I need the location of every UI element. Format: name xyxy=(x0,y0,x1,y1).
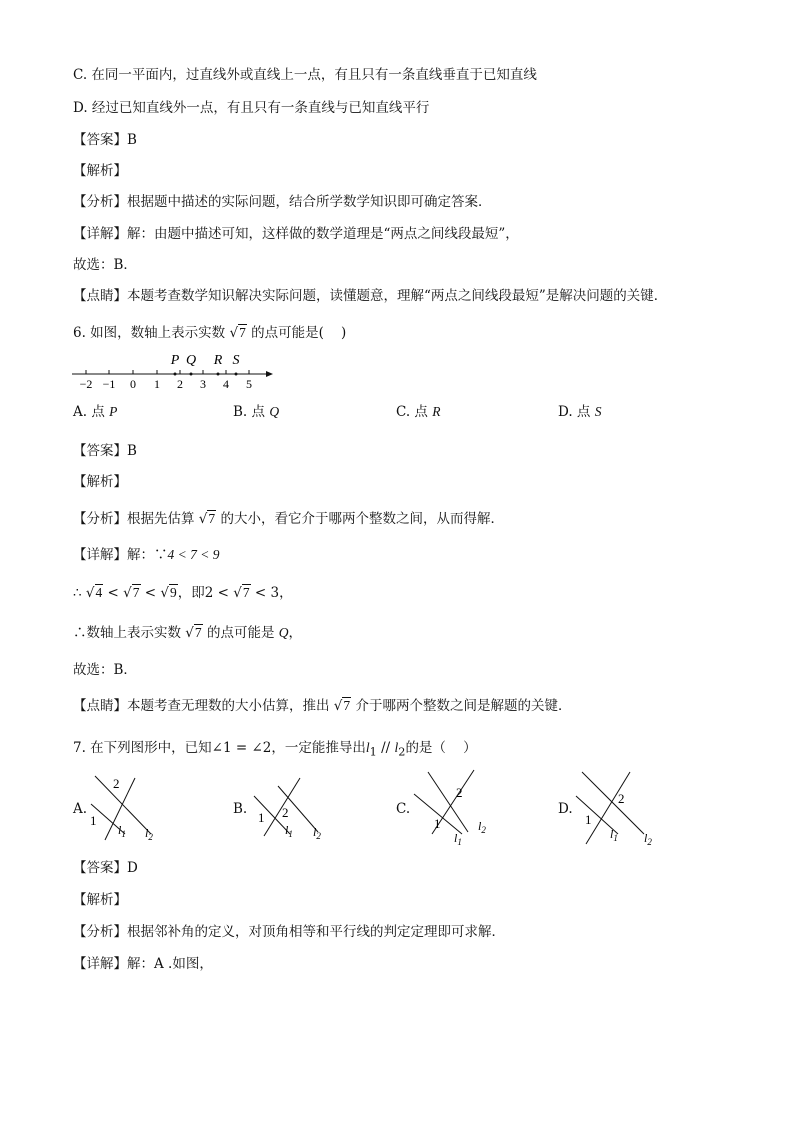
svg-text:l1: $l_1$ xyxy=(118,823,126,839)
q6-inequality: ∴ √4 < √7 < √9，即2 < √7 < 3， xyxy=(73,585,293,601)
q7-analysis-tag: 【解析】 xyxy=(73,892,127,908)
q6-answer: 【答案】B xyxy=(73,443,137,459)
q6-conclusion: ∴数轴上表示实数 √7 的点可能是 Q， xyxy=(73,625,302,641)
q5-answer xyxy=(73,131,137,149)
q6-option-b: B. 点 Q xyxy=(233,404,280,420)
tick-label: 3 xyxy=(200,377,206,391)
analysis-text: 根据题中描述的实际问题，结合所学数学知识即可确定答案． xyxy=(127,194,492,210)
svg-text:1: 1 xyxy=(90,813,97,828)
q6-option-d: D. 点 S xyxy=(558,404,602,420)
svg-text:2: 2 xyxy=(456,785,463,800)
svg-text:l1: $l_1$ xyxy=(454,831,462,847)
number-line-ticks xyxy=(86,370,249,374)
tick-label: 2 xyxy=(177,377,183,391)
detail-text: 解：由题中描述可知，这样做的数学道理是“两点之间线段最短”， xyxy=(127,226,519,242)
figure-b xyxy=(248,772,328,844)
number-line-figure xyxy=(70,350,280,392)
point-label: S xyxy=(232,353,240,368)
point-label: R xyxy=(213,353,223,368)
tick-label: 5 xyxy=(246,377,252,391)
tick-label: 0 xyxy=(130,377,136,391)
q6-analysis-tag: 【解析】 xyxy=(73,474,127,490)
q6-detail: 【详解】解：∵4 < 7 < 9 xyxy=(73,547,220,563)
q5-option-c: C. 在同一平面内，过直线外或直线上一点，有且只有一条直线垂直于已知直线 xyxy=(73,67,537,83)
q6-choose: 故选：B． xyxy=(73,662,137,678)
figure-c xyxy=(408,768,498,850)
sqrt-expression: √7 xyxy=(229,325,246,341)
svg-text:1: 1 xyxy=(258,810,265,825)
q6-stem: 6. 如图，数轴上表示实数 √7 的点可能是( ) xyxy=(73,325,347,341)
svg-text:l2: $l_2$ xyxy=(313,825,321,841)
q7-analysis: 【分析】根据邻补角的定义，对顶角相等和平行线的判定定理即可求解． xyxy=(73,924,505,940)
answer-tag: 【答案】 xyxy=(73,132,127,148)
svg-text:l1: $l_1$ xyxy=(610,827,618,843)
comment-text: 本题考查数学知识解决实际问题，读懂题意，理解“两点之间线段最短”是解决问题的关键． xyxy=(127,288,668,304)
figure-a-label: A. xyxy=(73,801,88,817)
svg-text:1: 1 xyxy=(434,816,441,831)
figure-a xyxy=(85,772,165,844)
q5-option-d: D. 经过已知直线外一点，有且只有一条直线与已知直线平行 xyxy=(73,100,430,116)
q6-option-c: C. 点 R xyxy=(396,404,441,420)
q5-analysis-tag: 【解析】 xyxy=(73,163,127,179)
analysis-label: 【分析】 xyxy=(73,194,127,210)
svg-text:l2: $l_2$ xyxy=(145,826,153,842)
figure-b-label: B. xyxy=(233,801,248,817)
tick-label: 1 xyxy=(154,377,160,391)
number-line-tick-labels xyxy=(80,377,252,391)
q7-detail: 【详解】解：A .如图， xyxy=(73,956,213,972)
q5-analysis xyxy=(73,193,492,211)
q6-option-a: A. 点 P xyxy=(73,404,118,420)
svg-text:l2: $l_2$ xyxy=(644,831,652,847)
q5-detail xyxy=(73,225,519,243)
q6-comment: 【点睛】本题考查无理数的大小估算，推出 √7 介于哪两个整数之间是解题的关键． xyxy=(73,698,572,714)
comment-label: 【点睛】 xyxy=(73,288,127,304)
point-label: P xyxy=(170,353,180,368)
q7-answer: 【答案】D xyxy=(73,860,138,876)
svg-text:2: 2 xyxy=(618,791,625,806)
sqrt-expression: √7 xyxy=(198,511,216,527)
figure-c-label: C. xyxy=(396,801,411,817)
detail-label: 【详解】 xyxy=(73,226,127,242)
svg-text:2: 2 xyxy=(113,776,120,791)
svg-text:l2: $l_2$ xyxy=(478,819,486,835)
tick-label: 4 xyxy=(223,377,229,391)
answer-value: B xyxy=(127,132,137,148)
svg-text:1: 1 xyxy=(585,812,592,827)
point-label: Q xyxy=(185,353,197,368)
figure-d-label: D. xyxy=(558,801,573,817)
svg-text:2: 2 xyxy=(282,805,289,820)
tick-label: −1 xyxy=(102,377,116,391)
number-line-arrow xyxy=(266,371,273,377)
number-line-point-labels xyxy=(170,353,240,368)
svg-text:l1: $l_1$ xyxy=(285,823,293,839)
tick-label: −2 xyxy=(79,377,93,391)
figure-d xyxy=(572,768,662,850)
q7-stem: 7. 在下列图形中，已知∠1 = ∠2，一定能推导出$l_1 // l_2$的是（ ） xyxy=(73,740,477,759)
q6-analysis: 【分析】根据先估算 √7 的大小，看它介于哪两个整数之间，从而得解． xyxy=(73,511,504,527)
q5-choose: 故选：B． xyxy=(73,257,137,273)
q5-comment xyxy=(73,287,667,305)
